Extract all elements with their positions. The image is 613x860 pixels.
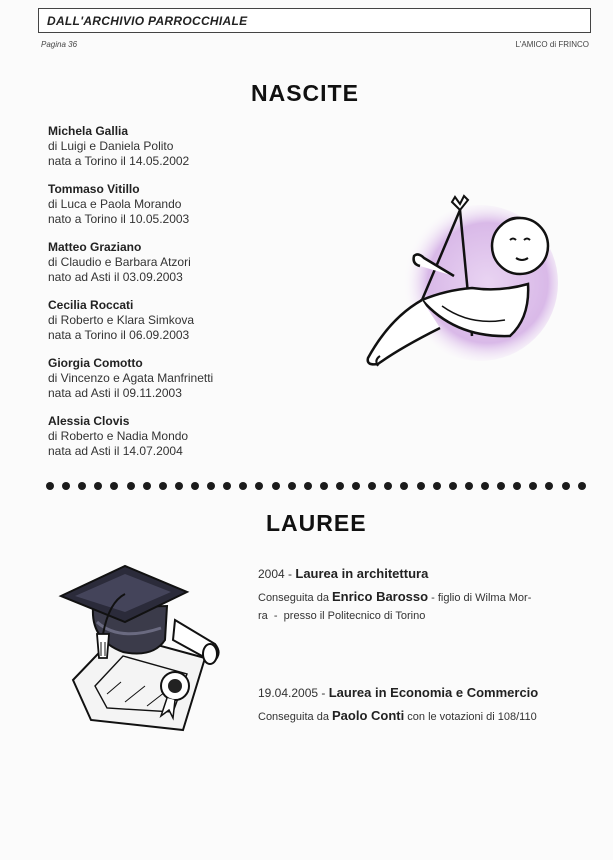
degree-separator: - xyxy=(318,686,329,700)
birth-date: nata ad Asti il 09.11.2003 xyxy=(48,386,182,400)
degree-title: Laurea in Economia e Commercio xyxy=(328,685,539,700)
degree-details xyxy=(258,707,598,726)
graduate-name: Enrico Barosso xyxy=(332,589,429,604)
divider-dot xyxy=(545,482,553,490)
divider-dot xyxy=(62,482,70,490)
divider-dot xyxy=(223,482,231,490)
degree-date: 19.04.2005 xyxy=(258,686,319,700)
birth-date: nata ad Asti il 14.07.2004 xyxy=(48,444,183,458)
birth-name: Giorgia Comotto xyxy=(48,356,143,370)
divider-dot xyxy=(272,482,280,490)
birth-name: Alessia Clovis xyxy=(48,414,130,428)
divider-dot xyxy=(288,482,296,490)
divider-dot xyxy=(417,482,425,490)
divider-dot xyxy=(239,482,247,490)
birth-parents: di Luigi e Daniela Polito xyxy=(48,139,174,153)
divider-dot xyxy=(207,482,215,490)
birth-name: Cecilia Roccati xyxy=(48,298,134,312)
degree-details xyxy=(258,588,598,625)
divider-dot xyxy=(320,482,328,490)
birth-date: nato a Torino il 10.05.2003 xyxy=(48,212,190,226)
divider-dot xyxy=(352,482,360,490)
divider-dot xyxy=(368,482,376,490)
birth-entry xyxy=(48,124,328,169)
birth-parents: di Roberto e Nadia Mondo xyxy=(48,429,189,443)
baby-stork-icon xyxy=(360,188,560,373)
section-header xyxy=(38,8,591,33)
degree-prefix: Conseguita da xyxy=(258,592,332,604)
birth-parents: di Claudio e Barbara Atzori xyxy=(48,255,191,269)
degree-title: Laurea in architettura xyxy=(295,566,429,581)
divider-dot xyxy=(481,482,489,490)
divider-dot xyxy=(191,482,199,490)
divider-dot xyxy=(529,482,537,490)
degree-prefix: Conseguita da xyxy=(258,711,332,723)
divider-dot xyxy=(336,482,344,490)
divider-dot xyxy=(78,482,86,490)
divider-dot xyxy=(304,482,312,490)
divider-dot xyxy=(513,482,521,490)
birth-name: Matteo Graziano xyxy=(48,240,142,254)
degree-separator: - xyxy=(284,567,296,581)
degree-detail: con le votazioni di 108/110 xyxy=(404,711,537,723)
divider-dot xyxy=(255,482,263,490)
birth-entry xyxy=(48,240,328,285)
degree-detail: ra - presso il Politecnico di Torino xyxy=(258,610,426,622)
divider-dot xyxy=(465,482,473,490)
births-list xyxy=(48,124,328,472)
degree-heading xyxy=(258,684,598,702)
birth-date: nato ad Asti il 03.09.2003 xyxy=(48,270,183,284)
birth-parents: di Vincenzo e Agata Manfrinetti xyxy=(48,371,214,385)
birth-date: nata a Torino il 14.05.2002 xyxy=(48,154,190,168)
divider-dot xyxy=(46,482,54,490)
divider-dot xyxy=(384,482,392,490)
birth-entry xyxy=(48,414,328,459)
divider-dot xyxy=(433,482,441,490)
birth-entry xyxy=(48,356,328,401)
birth-date: nata a Torino il 06.09.2003 xyxy=(48,328,190,342)
birth-entry xyxy=(48,298,328,343)
degree-heading xyxy=(258,565,598,583)
magazine-name: L'AMICO di FRINCO xyxy=(515,40,589,49)
birth-name: Tommaso Vitillo xyxy=(48,182,140,196)
section-header-title: DALL'ARCHIVIO PARROCCHIALE xyxy=(47,14,248,28)
birth-entry xyxy=(48,182,328,227)
graduate-name: Paolo Conti xyxy=(332,708,405,723)
degree-date: 2004 xyxy=(258,567,285,581)
divider-dot xyxy=(449,482,457,490)
page-number: Pagina 36 xyxy=(41,40,78,49)
dotted-divider xyxy=(46,481,586,491)
degree-entry xyxy=(258,684,598,726)
divider-dot xyxy=(127,482,135,490)
divider-dot xyxy=(578,482,586,490)
graduation-cap-icon xyxy=(55,562,225,734)
birth-parents: di Roberto e Klara Simkova xyxy=(48,313,195,327)
divider-dot xyxy=(175,482,183,490)
degree-detail: - figlio di Wilma Mor- xyxy=(428,592,532,604)
degree-entry xyxy=(258,565,598,625)
birth-parents: di Luca e Paola Morando xyxy=(48,197,182,211)
divider-dot xyxy=(497,482,505,490)
degrees-title: LAUREE xyxy=(266,510,367,536)
divider-dot xyxy=(159,482,167,490)
divider-dot xyxy=(94,482,102,490)
divider-dot xyxy=(110,482,118,490)
divider-dot xyxy=(143,482,151,490)
divider-dot xyxy=(562,482,570,490)
divider-dot xyxy=(400,482,408,490)
birth-name: Michela Gallia xyxy=(48,124,129,138)
births-title: NASCITE xyxy=(251,80,359,106)
